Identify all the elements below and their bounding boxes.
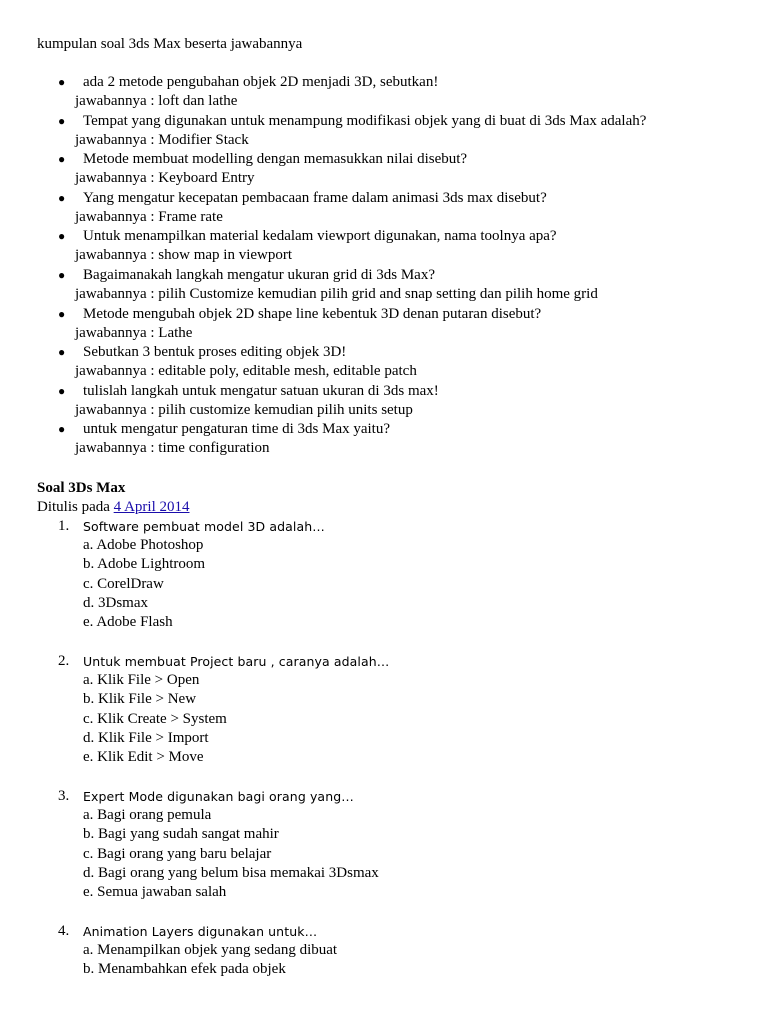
qa-answer: jawabannya : Modifier Stack: [75, 131, 249, 148]
qa-question: Untuk menampilkan material kedalam viewport digunakan, nama toolnya apa?: [83, 228, 557, 245]
qa-answer: jawabannya : show map in viewport: [75, 247, 293, 264]
qa-item: [0, 227, 768, 266]
question-stem: Expert Mode digunakan bagi orang yang…: [83, 789, 354, 804]
bullet-icon: ●: [58, 152, 66, 167]
bullet-icon: ●: [58, 113, 66, 128]
bullet-icon: ●: [58, 75, 66, 89]
option-item: b. Klik File > New: [83, 691, 197, 708]
option-list: [83, 806, 379, 902]
qa-item: [0, 420, 768, 459]
qa-question: tulislah langkah untuk mengatur satuan ukuran di 3ds max!: [83, 382, 439, 399]
option-item: c. CorelDraw: [83, 575, 164, 592]
option-item: b. Menambahkan efek pada objek: [83, 961, 286, 978]
qa-item: [0, 266, 768, 305]
qa-item: [0, 189, 768, 228]
question-stem: Animation Layers digunakan untuk…: [83, 924, 318, 939]
option-item: d. 3Dsmax: [83, 594, 148, 611]
question-number: 3.: [58, 788, 70, 804]
qa-answer: jawabannya : Frame rate: [75, 208, 223, 225]
bullet-icon: ●: [58, 383, 66, 398]
qa-item: [0, 73, 768, 112]
option-list: [83, 536, 205, 632]
posted-date-link[interactable]: 4 April 2014: [113, 499, 190, 515]
qa-item: [0, 305, 768, 344]
qa-question: Metode mengubah objek 2D shape line kebentuk 3D denan putaran disebut?: [83, 305, 542, 322]
qa-list: [0, 73, 768, 459]
option-item: a. Bagi orang pemula: [83, 807, 212, 823]
qa-question: Tempat yang digunakan untuk menampung modifikasi objek yang di buat di 3ds Max adalah?: [83, 112, 647, 129]
option-item: a. Klik File > Open: [83, 672, 200, 688]
qa-answer: jawabannya : pilih Customize kemudian pilih grid and snap setting dan pilih home grid: [75, 285, 598, 302]
bullet-icon: ●: [58, 267, 66, 282]
option-item: e. Klik Edit > Move: [83, 749, 204, 766]
question-number: 2.: [58, 653, 70, 669]
qa-question: Bagaimanakah langkah mengatur ukuran grid di 3ds Max?: [83, 266, 435, 283]
option-item: e. Adobe Flash: [83, 614, 173, 631]
qa-answer: jawabannya : Keyboard Entry: [75, 170, 255, 187]
question-number: 1.: [58, 518, 70, 534]
qa-item: [0, 150, 768, 189]
bullet-icon: ●: [58, 306, 66, 321]
qa-question: ada 2 metode pengubahan objek 2D menjadi 3D, sebutkan!: [83, 74, 439, 90]
qa-question: untuk mengatur pengaturan time di 3ds Max yaitu?: [83, 421, 391, 438]
qa-answer: jawabannya : pilih customize kemudian pilih units setup: [75, 401, 413, 418]
posted-prefix: Ditulis pada: [37, 499, 114, 515]
qa-question: Metode membuat modelling dengan memasukkan nilai disebut?: [83, 151, 468, 168]
bullet-icon: ●: [58, 345, 66, 360]
option-list: [83, 941, 337, 980]
qa-answer: jawabannya : time configuration: [75, 440, 270, 457]
qa-answer: jawabannya : Lathe: [75, 324, 193, 341]
question-stem: Software pembuat model 3D adalah…: [83, 519, 325, 534]
bullet-icon: ●: [58, 229, 66, 244]
qa-item: [0, 382, 768, 421]
option-item: e. Semua jawaban salah: [83, 884, 227, 901]
qa-question: Sebutkan 3 bentuk proses editing objek 3D!: [83, 344, 347, 361]
intro-heading: kumpulan soal 3ds Max beserta jawabannya: [37, 36, 303, 52]
option-item: b. Bagi yang sudah sangat mahir: [83, 826, 279, 843]
qa-item: [0, 343, 768, 382]
qa-question: Yang mengatur kecepatan pembacaan frame dalam animasi 3ds max disebut?: [83, 189, 547, 206]
qa-item: [0, 112, 768, 151]
posted-line: [37, 498, 190, 517]
bullet-icon: ●: [58, 190, 66, 205]
section-title: Soal 3Ds Max: [37, 480, 126, 496]
option-item: a. Menampilkan objek yang sedang dibuat: [83, 942, 338, 958]
option-item: a. Adobe Photoshop: [83, 537, 204, 553]
bullet-icon: ●: [58, 422, 66, 437]
question-number: 4.: [58, 923, 70, 939]
option-item: b. Adobe Lightroom: [83, 556, 206, 573]
option-item: d. Bagi orang yang belum bisa memakai 3Dsmax: [83, 864, 379, 881]
option-item: c. Klik Create > System: [83, 710, 227, 727]
qa-answer: jawabannya : loft dan lathe: [75, 93, 238, 109]
question-stem: Untuk membuat Project baru , caranya adalah…: [83, 654, 390, 669]
qa-answer: jawabannya : editable poly, editable mesh, editable patch: [75, 363, 417, 380]
option-item: c. Bagi orang yang baru belajar: [83, 845, 272, 862]
option-list: [83, 671, 227, 767]
option-item: d. Klik File > Import: [83, 729, 209, 746]
